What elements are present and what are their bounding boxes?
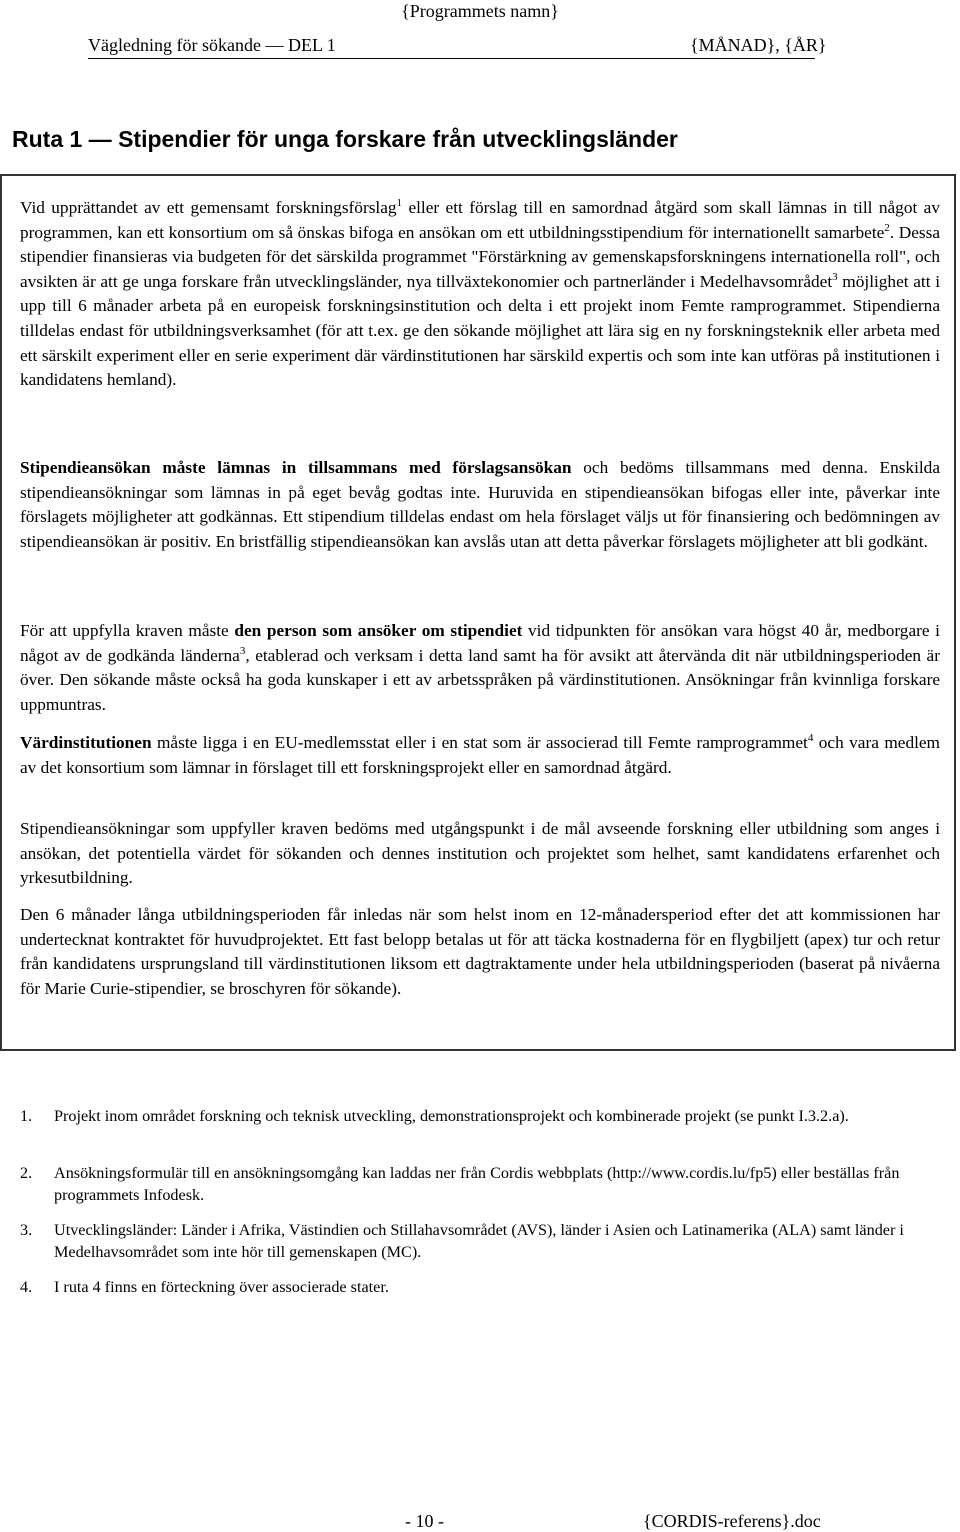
footnote-ref-1: 1 xyxy=(396,197,403,210)
header-date: {MÅNAD}, {ÅR} xyxy=(690,35,827,55)
footnote-1 xyxy=(20,1105,920,1127)
footnote-2 xyxy=(20,1162,920,1206)
box-paragraph-3: För att uppfylla kraven måste den person som ansöker om stipendiet vid tidpunkten för ansökan vara högst 40 år, medborgare i något av de godkända länderna$^3$, etablerad och verksam i detta land samt ha för avsikt att återvända dit när utbildningsperioden är över. Den sökande måste också ha goda kunskaper i ett av arbetsspråken på värdinstitutionen. Ansökningar från kvinnliga forskare uppmuntras. xyxy=(20,621,940,714)
footnote-number: 2. xyxy=(20,1164,33,1182)
page-title: Ruta 1 — Stipendier för unga forskare från utvecklingsländer xyxy=(12,126,678,152)
footnote-ref-3: 3 xyxy=(832,271,838,284)
footnote-ref-2: 2 xyxy=(884,221,890,234)
footnote-number: 1. xyxy=(20,1107,33,1125)
footnote-3 xyxy=(20,1219,920,1263)
footnote-ref-3b: 3 xyxy=(239,644,246,657)
footnote-text: Utvecklingsländer: Länder i Afrika, Västindien och Stillahavsområdet (AVS), länder i Asien och Latinamerika (ALA) samt länder i Medelhavsområdet som inte hör till gemenskapen (MC). xyxy=(54,1221,904,1261)
footnote-number: 4. xyxy=(20,1278,33,1296)
document-reference: {CORDIS-referens}.doc xyxy=(643,1511,821,1531)
program-name: {Programmets namn} xyxy=(401,1,559,21)
box-paragraph-2: Stipendieansökan måste lämnas in tillsammans med förslagsansökan och bedöms tillsammans med denna. Enskilda stipendieansökningar som lämnas in på eget bevåg godtas inte. Huruvida en stipendieansökan bifogas eller inte, påverkar inte förslagets möjligheter att godkännas. Ett stipendium tilldelas endast om hela förslaget väljs ut för finansiering och bedömningen av stipendieansökan är positiv. En bristfällig stipendieansökan kan avslås utan att detta påverkar förslagets möjligheter att bli godkänt. xyxy=(20,458,940,551)
header-rule xyxy=(88,58,815,59)
footnote-text: Projekt inom området forskning och teknisk utveckling, demonstrationsprojekt och kombinerade projekt (se punkt I.3.2.a). xyxy=(54,1107,849,1125)
box-paragraph-5: Stipendieansökningar som uppfyller kraven bedöms med utgångspunkt i de mål avseende forskning eller utbildning som anges i ansökan, det potentiella värdet för sökanden och dennes institution och projektet som helhet, samt kandidatens erfarenhet och yrkesutbildning. xyxy=(20,819,940,888)
box-paragraph-6: Den 6 månader långa utbildningsperioden får inledas när som helst inom en 12-månadersperiod efter det att kommissionen har undertecknat kontraktet för huvudprojektet. Ett fast belopp betalas ut för att täcka kostnaderna för en flygbiljett (apex) tur och retur från kandidatens ursprungsland till värdinstitutionen liksom ett dagtraktamente under hela utbildningsperioden (baserat på nivåerna för Marie Curie-stipendier, se broschyren för sökande). xyxy=(20,905,940,998)
footnote-number: 3. xyxy=(20,1221,33,1239)
box-paragraph-1: Vid upprättandet av ett gemensamt forskningsförslag$^1$ eller ett förslag till en samordnad åtgärd som skall lämnas in till något av programmen, kan ett konsortium om så önskas bifoga en ansökan om ett utbildningsstipendium för internationellt samarbete$^2$. Dessa stipendier finansieras via budgeten för det särskilda programmet "Förstärkning av gemenskapsforskningens internationella roll", och avsikten är att ge unga forskare från utvecklingsländer, nya tillväxtekonomier och partnerländer i Medelhavsområdet$^3$ möjlighet att i upp till 6 månader arbeta på en europeisk forskningsinstitution och delta i ett projekt inom Femte ramprogrammet. Stipendierna tilldelas endast för utbildningsverksamhet (för att t.ex. ge den sökande möjlighet att lära sig en ny forskningsteknik eller arbeta med ett särskilt experiment eller en serie experiment där värdinstitutionen har särskild expertis och som inte kan utföras på institutionen i kandidatens hemland). xyxy=(20,197,940,390)
box-paragraph-4: Värdinstitutionen måste ligga i en EU-medlemsstat eller i en stat som är associerad till Femte ramprogrammet$^4$ och vara medlem av det konsortium som lämnar in förslaget till ett forskningsprojekt eller en samordnad åtgärd. xyxy=(20,732,940,777)
page-number: - 10 - xyxy=(405,1511,444,1531)
footnote-4 xyxy=(20,1276,920,1298)
footnote-text: Ansökningsformulär till en ansökningsomgång kan laddas ner från Cordis webbplats (http://www.cordis.lu/fp5) eller beställas från programmets Infodesk. xyxy=(54,1164,900,1204)
footnote-ref-4: 4 xyxy=(807,732,814,745)
guide-title: Vägledning för sökande — DEL 1 xyxy=(88,35,336,55)
footnote-text: I ruta 4 finns en förteckning över associerade stater. xyxy=(54,1278,389,1296)
